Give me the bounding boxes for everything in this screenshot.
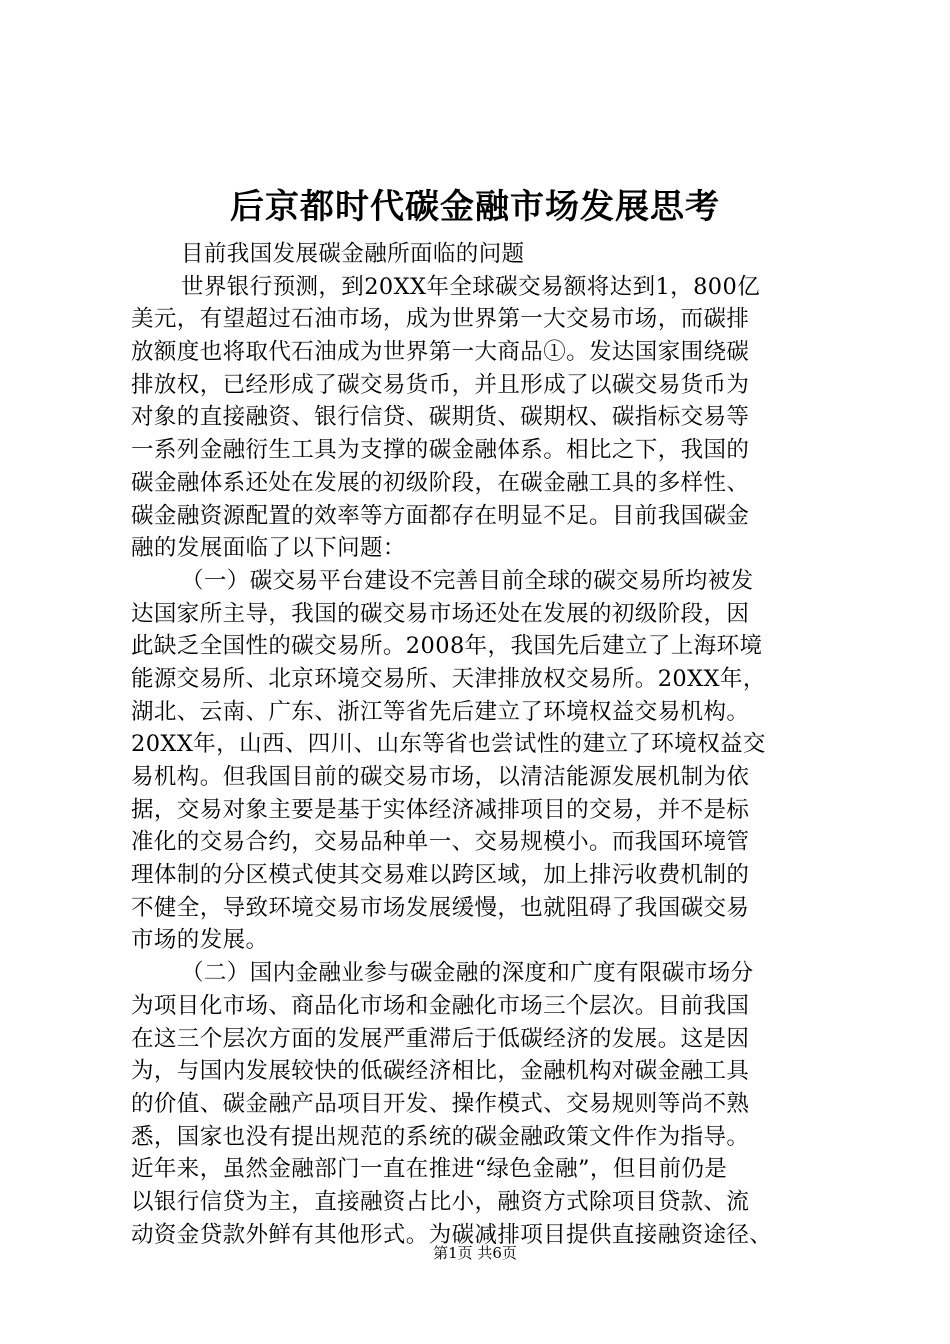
text-line: （一）碳交易平台建设不完善目前全球的碳交易所均被发	[181, 567, 754, 594]
text-line: 不健全，导致环境交易市场发展缓慢，也就阻碍了我国碳交易	[131, 894, 750, 921]
text-line: 世界银行预测，到20XX年全球碳交易额将达到1，800亿	[181, 273, 761, 300]
text-line: 悉，国家也没有提出规范的系统的碳金融政策文件作为指导。	[131, 1123, 750, 1150]
text-line: 碳金融体系还处在发展的初级阶段，在碳金融工具的多样性、	[131, 469, 750, 496]
text-line: 准化的交易合约，交易品种单一、交易规模小。而我国环境管	[131, 829, 750, 856]
text-line: 近年来，虽然金融部门一直在推进“绿色金融”，但目前仍是	[131, 1156, 728, 1183]
text-line: 一系列金融衍生工具为支撑的碳金融体系。相比之下，我国的	[131, 437, 750, 464]
text-line: 市场的发展。	[131, 927, 269, 954]
text-line: 易机构。但我国目前的碳交易市场，以清洁能源发展机制为依	[131, 764, 750, 790]
text-line: （二）国内金融业参与碳金融的深度和广度有限碳市场分	[181, 960, 754, 987]
text-line: 动资金贷款外鲜有其他形式。为碳减排项目提供直接融资途径、	[131, 1221, 773, 1248]
text-line: 放额度也将取代石油成为世界第一大商品①。发达国家围绕碳	[131, 339, 750, 366]
text-line: 的价值、碳金融产品项目开发、操作模式、交易规则等尚不熟	[131, 1090, 750, 1117]
document-title: 后京都时代碳金融市场发展思考	[230, 187, 720, 227]
document-body	[131, 238, 831, 1251]
text-line: 融的发展面临了以下问题：	[131, 535, 406, 562]
text-line: 20XX年，山西、四川、山东等省也尝试性的建立了环境权益交	[131, 731, 766, 758]
text-line: 碳金融资源配置的效率等方面都存在明显不足。目前我国碳金	[131, 502, 750, 529]
text-line: 据，交易对象主要是基于实体经济减排项目的交易，并不是标	[131, 796, 750, 823]
text-line: 目前我国发展碳金融所面临的问题	[181, 241, 525, 267]
page-footer: 第1页 共6页	[433, 1244, 517, 1262]
text-line: 湖北、云南、广东、浙江等省先后建立了环境权益交易机构。	[131, 698, 750, 725]
text-line: 为，与国内发展较快的低碳经济相比，金融机构对碳金融工具	[131, 1058, 750, 1085]
text-line: 以银行信贷为主，直接融资占比小，融资方式除项目贷款、流	[131, 1188, 750, 1215]
text-line: 能源交易所、北京环境交易所、天津排放权交易所。20XX年，	[131, 665, 766, 692]
text-line: 为项目化市场、商品化市场和金融化市场三个层次。目前我国	[131, 992, 750, 1019]
text-line: 对象的直接融资、银行信贷、碳期货、碳期权、碳指标交易等	[131, 404, 750, 431]
text-line: 达国家所主导，我国的碳交易市场还处在发展的初级阶段，因	[131, 600, 750, 627]
text-line: 美元，有望超过石油市场，成为世界第一大交易市场，而碳排	[131, 306, 750, 333]
text-line: 此缺乏全国性的碳交易所。2008年，我国先后建立了上海环境	[131, 633, 763, 660]
text-line: 在这三个层次方面的发展严重滞后于低碳经济的发展。这是因	[131, 1025, 750, 1052]
text-line: 排放权，已经形成了碳交易货币，并且形成了以碳交易货币为	[131, 371, 750, 398]
text-line: 理体制的分区模式使其交易难以跨区域，加上排污收费机制的	[131, 862, 750, 889]
